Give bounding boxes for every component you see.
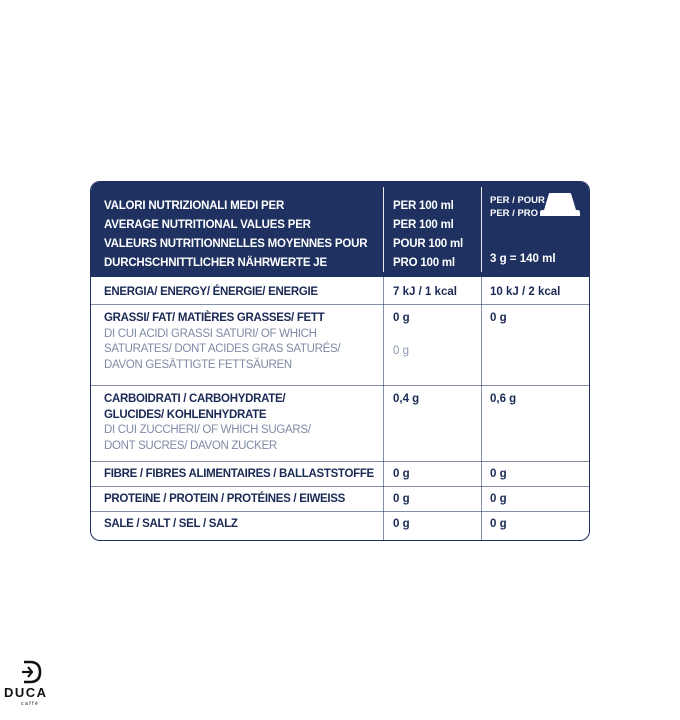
header-label-fr: VALEURS NUTRITIONNELLES MOYENNES POUR — [104, 238, 368, 250]
row-label: PROTEINE / PROTEIN / PROTÉINES / EIWEISS — [104, 493, 346, 505]
row-sublabel-1: DI CUI ZUCCHERI/ OF WHICH SUGARS/ — [104, 424, 311, 436]
table-header — [91, 182, 589, 277]
header-label-it: VALORI NUTRIZIONALI MEDI PER — [104, 200, 285, 212]
row-label: ENERGIA/ ENERGY/ ÉNERGIE/ ENERGIE — [104, 286, 318, 298]
row-per100: 0 g — [393, 518, 410, 530]
header-label-de: DURCHSCHNITTLICHER NÄHRWERTE JE — [104, 257, 327, 269]
header-label-en: AVERAGE NUTRITIONAL VALUES PER — [104, 219, 311, 231]
row-sublabel-2: SATURATES/ DONT ACIDES GRAS SATURÉS/ — [104, 343, 341, 355]
row-per100: 0 g — [393, 468, 410, 480]
header-per100-it: PER 100 ml — [393, 200, 454, 212]
row-label: FIBRE / FIBRES ALIMENTAIRES / BALLASTSTOFFE — [104, 468, 374, 480]
row-serving: 0 g — [490, 468, 507, 480]
table-row-fibre — [91, 462, 589, 486]
table-row-protein — [91, 487, 589, 511]
table-row-energy — [91, 277, 589, 304]
brand-name: DUCA — [4, 685, 48, 700]
row-label: SALE / SALT / SEL / SALZ — [104, 518, 238, 530]
row-per100-sub: 0 g — [393, 345, 409, 357]
table-row-carbohydrate — [91, 386, 589, 461]
row-per100: 0,4 g — [393, 393, 420, 405]
row-serving: 0 g — [490, 518, 507, 530]
row-serving: 0 g — [490, 312, 507, 324]
header-divider-2 — [481, 187, 482, 272]
coffee-capsule-icon — [540, 190, 580, 218]
row-serving: 0,6 g — [490, 393, 517, 405]
row-per100: 0 g — [393, 493, 410, 505]
row-sublabel-2: DONT SUCRES/ DAVON ZUCKER — [104, 439, 277, 452]
header-per100-fr: POUR 100 ml — [393, 238, 464, 250]
row-label — [104, 392, 311, 454]
duca-logo-icon — [20, 660, 44, 684]
row-per100: 0 g — [393, 312, 410, 324]
duca-logo — [4, 658, 64, 710]
row-sublabel-3: DAVON GESÄTTIGTE FETTSÄUREN — [104, 358, 292, 371]
table-row-salt — [91, 512, 589, 541]
brand-tagline: caffè — [21, 701, 40, 707]
header-per100-de: PRO 100 ml — [393, 257, 455, 269]
row-sublabel-1: DI CUI ACIDI GRASSI SATURI/ OF WHICH — [104, 327, 317, 340]
header-divider-1 — [383, 187, 384, 272]
row-serving: 0 g — [490, 493, 507, 505]
header-serving-value: 3 g = 140 ml — [490, 253, 556, 265]
row-label-line2: GLUCIDES/ KOHLENHYDRATE — [104, 408, 267, 421]
table-row-fat — [91, 305, 589, 385]
header-serving — [490, 194, 556, 265]
header-label — [104, 197, 367, 273]
row-per100: 7 kJ / 1 kcal — [393, 286, 457, 298]
row-serving: 10 kJ / 2 kcal — [490, 286, 561, 298]
header-per100 — [393, 197, 463, 273]
nutrition-table — [90, 181, 590, 541]
header-serving-line1: PER / POUR — [490, 195, 545, 206]
header-per100-en: PER 100 ml — [393, 219, 454, 231]
header-serving-line2: PER / PRO — [490, 208, 539, 219]
row-label-line1: CARBOIDRATI / CARBOHYDRATE/ — [104, 393, 286, 405]
row-label-main: GRASSI/ FAT/ MATIÈRES GRASSES/ FETT — [104, 312, 325, 324]
row-label — [104, 311, 340, 373]
